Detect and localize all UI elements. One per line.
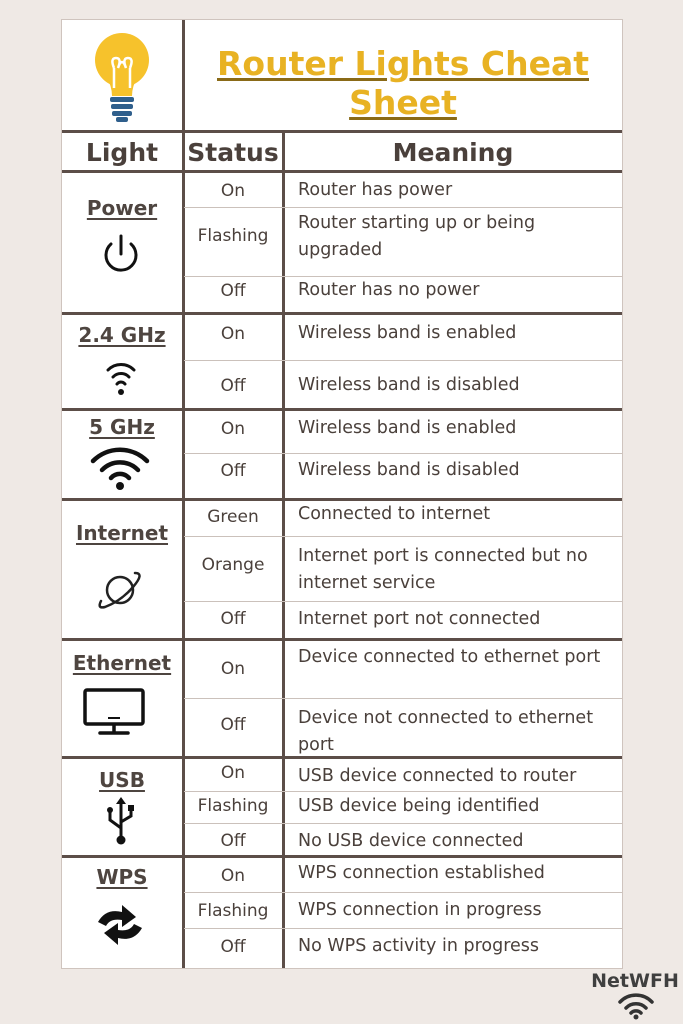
meaning-power-on: Router has power: [298, 180, 453, 200]
row-divider: [184, 601, 622, 602]
status-usb-on: On: [220, 763, 246, 783]
row-divider: [184, 823, 622, 824]
status-wps-on: On: [220, 866, 246, 886]
group-divider: [62, 855, 622, 858]
meaning-wps-on: WPS connection established: [298, 863, 545, 883]
meaning-usb-off: No USB device connected: [298, 831, 524, 851]
row-divider: [184, 207, 622, 208]
status-internet-green: Green: [207, 507, 259, 527]
wifi-small-icon: [104, 356, 138, 400]
wps-arrows-icon: [92, 902, 148, 948]
group-divider: [62, 638, 622, 641]
column-divider-status: [282, 131, 285, 968]
status-wps-off: Off: [220, 937, 246, 957]
meaning-2-4ghz-off: Wireless band is disabled: [298, 375, 520, 395]
status-5ghz-off: Off: [220, 461, 246, 481]
status-2-4ghz-on: On: [220, 324, 246, 344]
meaning-wps-flashing: WPS connection in progress: [298, 900, 542, 920]
light-name-internet: Internet: [75, 521, 169, 545]
planet-icon: [95, 567, 145, 613]
row-divider: [184, 892, 622, 893]
status-2-4ghz-off: Off: [220, 376, 246, 396]
light-name-power: Power: [86, 196, 158, 220]
meaning-5ghz-off: Wireless band is disabled: [298, 460, 520, 480]
status-ethernet-off: Off: [220, 715, 246, 735]
meaning-2-4ghz-on: Wireless band is enabled: [298, 323, 517, 343]
header-light: Light: [85, 138, 159, 167]
row-divider: [184, 360, 622, 361]
light-name-wps: WPS: [96, 865, 148, 889]
status-5ghz-on: On: [220, 419, 246, 439]
row-divider: [184, 536, 622, 537]
usb-icon: [102, 796, 140, 846]
status-power-on: On: [220, 181, 246, 201]
meaning-usb-on: USB device connected to router: [298, 766, 577, 786]
meaning-ethernet-off: Device not connected to ethernet port: [298, 708, 594, 755]
light-name-5ghz: 5 GHz: [89, 415, 155, 439]
header-meaning: Meaning: [392, 138, 514, 167]
row-divider: [184, 453, 622, 454]
status-usb-flashing: Flashing: [197, 796, 269, 816]
row-divider: [184, 698, 622, 699]
status-usb-off: Off: [220, 831, 246, 851]
light-name-ethernet: Ethernet: [72, 651, 172, 675]
status-internet-orange: Orange: [201, 555, 265, 575]
meaning-internet-off: Internet port not connected: [298, 609, 541, 629]
row-divider: [184, 928, 622, 929]
wifi-large-icon: [89, 445, 151, 491]
meaning-internet-orange: Internet port is connected but no internet service: [298, 546, 588, 593]
light-bulb-icon: [84, 28, 160, 124]
light-name-2-4ghz: 2.4 GHz: [78, 323, 166, 347]
status-wps-flashing: Flashing: [197, 901, 269, 921]
row-divider: [184, 791, 622, 792]
brand-wifi-icon: [617, 992, 655, 1020]
meaning-power-off: Router has no power: [298, 280, 480, 300]
power-icon: [98, 232, 144, 278]
meaning-internet-green: Connected to internet: [298, 504, 491, 524]
status-power-flashing: Flashing: [197, 226, 269, 246]
status-ethernet-on: On: [220, 659, 246, 679]
meaning-5ghz-on: Wireless band is enabled: [298, 418, 517, 438]
group-divider: [62, 312, 622, 315]
meaning-usb-flashing: USB device being identified: [298, 796, 540, 816]
light-name-usb: USB: [99, 768, 145, 792]
cheat-sheet: [61, 19, 623, 969]
status-internet-off: Off: [220, 609, 246, 629]
brand-logo: NetWFH: [591, 970, 679, 992]
meaning-power-flashing: Router starting up or being upgraded: [298, 213, 536, 260]
page-title: Router Lights Cheat Sheet: [217, 44, 589, 122]
header-status: Status: [187, 138, 279, 167]
status-power-off: Off: [220, 281, 246, 301]
meaning-wps-off: No WPS activity in progress: [298, 936, 540, 956]
meaning-ethernet-on: Device connected to ethernet port: [298, 647, 601, 667]
group-divider: [62, 408, 622, 411]
monitor-icon: [82, 686, 146, 738]
